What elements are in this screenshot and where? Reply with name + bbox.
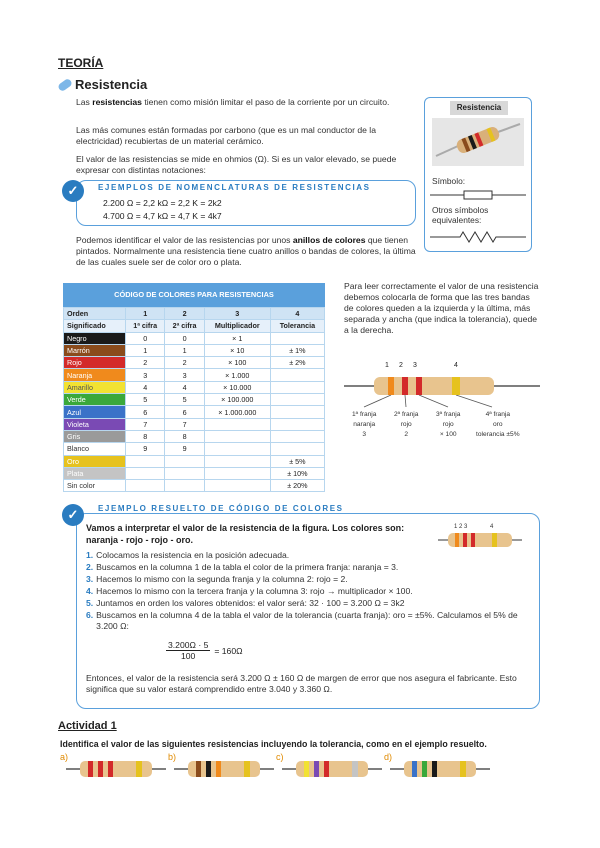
diagram-label-line: × 100 — [439, 431, 457, 438]
section-title — [58, 77, 147, 92]
symbol-label: Símbolo: — [432, 176, 466, 186]
table-cell: 1 — [126, 344, 165, 356]
diagram-label-line: rojo — [442, 421, 454, 428]
table-cell: 7 — [126, 418, 165, 430]
table-cell: × 100 — [204, 357, 270, 369]
table-cell: 3 — [165, 369, 204, 381]
header-cell: Orden — [64, 308, 126, 320]
header-cell: 3 — [204, 308, 270, 320]
table-cell: × 10 — [204, 344, 270, 356]
table-row — [64, 344, 325, 356]
diagram-num: 3 — [413, 362, 417, 369]
sidebar-title: Resistencia — [450, 101, 508, 115]
activity-resistor — [276, 752, 384, 782]
header-cell: 2 — [165, 308, 204, 320]
color-name-cell: Violeta — [64, 418, 126, 430]
svg-text:1 2 3: 1 2 3 — [454, 524, 468, 530]
table-row — [64, 467, 325, 479]
diagram-label-line: rojo — [400, 421, 412, 428]
resistor-symbol-zigzag-icon — [430, 230, 526, 244]
color-name-cell: Marrón — [64, 344, 126, 356]
table-cell — [270, 418, 324, 430]
color-name-cell: Sin color — [64, 480, 126, 492]
table-cell — [270, 394, 324, 406]
color-name-cell: Azul — [64, 406, 126, 418]
table-cell — [270, 332, 324, 344]
color-name-cell: Negro — [64, 332, 126, 344]
step-number: 5. — [86, 598, 94, 608]
resistor-band — [412, 761, 417, 777]
examples-title: EJEMPLOS DE NOMENCLATURAS DE RESISTENCIAS — [98, 183, 371, 192]
fraction-body — [166, 640, 210, 661]
table-cell: 8 — [165, 430, 204, 442]
table-row — [64, 357, 325, 369]
diagram-label-line: 3 — [362, 431, 367, 438]
header-cell: 1 — [126, 308, 165, 320]
diagram-label-line: tolerancia ±5% — [476, 431, 520, 438]
table-cell: ± 1% — [270, 344, 324, 356]
solved-conclusion: Entonces, el valor de la resistencia será 3.200 Ω ± 160 Ω de margen de error que nos asegura el fabricante. Esto significa que su valor estará comprendido entre 3.040 y 3.360 Ω. — [86, 673, 517, 694]
resistor-band — [196, 761, 201, 777]
solved-title: EJEMPLO RESUELTO DE CÓDIGO DE COLORES — [98, 504, 344, 513]
table-cell: ± 2% — [270, 357, 324, 369]
intro-paragraph-3: El valor de las resistencias se mide en ohmios (Ω). Si es un valor elevado, se puede expresar con distintas notaciones: — [76, 154, 397, 175]
step-text: Colocamos la resistencia en la posición adecuada. — [96, 550, 290, 560]
step-text: Buscamos en la columna 1 de la tabla el color de la primera franja: naranja = 3. — [96, 562, 399, 572]
diagram-label — [436, 410, 460, 440]
bands-paragraph — [76, 235, 416, 268]
table-cell — [270, 443, 324, 455]
step-text: Hacemos lo mismo con la segunda franja y la columna 2: rojo = 2. — [96, 574, 348, 584]
solved-step — [86, 574, 532, 585]
table-cell — [270, 381, 324, 393]
table-cell: ± 10% — [270, 467, 324, 479]
read-paragraph: Para leer correctamente el valor de una resistencia debemos colocarla de forma que las tres bandas de colores queden a la izquierda y la última, más separada y ancha (que indica la tolerancia), quede a la derecha. — [344, 281, 539, 335]
table-row — [64, 369, 325, 381]
table-cell: 2 — [126, 357, 165, 369]
table-cell — [126, 480, 165, 492]
table-cell: 5 — [165, 394, 204, 406]
diagram-label — [476, 410, 520, 440]
color-name-cell: Blanco — [64, 443, 126, 455]
activity-resistors — [60, 752, 540, 782]
activity-label: d) — [384, 752, 393, 762]
step-number: 1. — [86, 550, 94, 560]
activity-resistor — [168, 752, 276, 782]
pill-icon — [57, 77, 73, 92]
solved-step — [86, 598, 532, 609]
header-cell: Significado — [64, 320, 126, 332]
step-text: Buscamos en la columna 4 de la tabla el valor de la tolerancia (cuarta franja): oro = ±5%. Calculamos el 5% de 3.200 Ω: — [96, 610, 518, 631]
fraction-result: = 160Ω — [214, 645, 243, 656]
header-cell: 4 — [270, 308, 324, 320]
bands-p-bold: anillos de colores — [292, 235, 366, 245]
activity-label: a) — [60, 752, 69, 762]
diagram-label — [394, 410, 418, 440]
other-symbols-label: Otros símbolos equivalentes: — [432, 205, 489, 225]
step-text: Juntamos en orden los valores obtenidos: el valor será: 32 · 100 = 3.200 Ω = 3k2 — [96, 598, 405, 608]
step-number: 6. — [86, 610, 94, 620]
header-cell: Multiplicador — [204, 320, 270, 332]
table-cell: 6 — [126, 406, 165, 418]
activity-label: c) — [276, 752, 284, 762]
example-line-1: 2.200 Ω = 2,2 kΩ = 2,2 K = 2k2 — [103, 198, 222, 208]
fraction-denominator: 100 — [181, 651, 196, 661]
table-cell: 6 — [165, 406, 204, 418]
resistor-band — [314, 761, 319, 777]
color-name-cell: Verde — [64, 394, 126, 406]
table-row — [64, 443, 325, 455]
resistor-band — [98, 761, 103, 777]
activity-resistor — [384, 752, 492, 782]
resistor-band — [422, 761, 427, 777]
check-icon: ✓ — [62, 504, 84, 526]
table-row — [64, 480, 325, 492]
diagram-label-line: 2ª franja — [394, 411, 419, 418]
resistor-band — [136, 761, 142, 777]
step-number: 3. — [86, 574, 94, 584]
table-cell: 8 — [126, 430, 165, 442]
table-cell — [165, 467, 204, 479]
resistor-band — [216, 761, 221, 777]
resistor-band — [460, 761, 466, 777]
solved-intro: Vamos a interpretar el valor de la resistencia de la figura. Los colores son: naranja - rojo - rojo - oro. — [86, 523, 405, 545]
resistor-band — [324, 761, 329, 777]
color-name-cell: Gris — [64, 430, 126, 442]
table-cell: × 10.000 — [204, 381, 270, 393]
header-cell: 2ª cifra — [165, 320, 204, 332]
table-cell: × 100.000 — [204, 394, 270, 406]
table-cell: × 1 — [204, 332, 270, 344]
table-cell — [204, 480, 270, 492]
diagram-num: 4 — [454, 362, 458, 369]
resistor-band — [352, 761, 358, 777]
diagram-num: 2 — [399, 362, 403, 369]
table-cell: × 1.000 — [204, 369, 270, 381]
solved-step — [86, 610, 532, 632]
table-cell — [204, 418, 270, 430]
table-cell — [270, 369, 324, 381]
diagram-label-line: 3ª franja — [436, 411, 461, 418]
diagram-num: 1 — [385, 362, 389, 369]
activity-text: Identifica el valor de las siguientes resistencias incluyendo la tolerancia, como en el ejemplo resuelto. — [60, 739, 487, 749]
table-cell: 3 — [126, 369, 165, 381]
diagram-label-line: 2 — [404, 431, 409, 438]
table-row — [64, 418, 325, 430]
table-header-row-2 — [64, 320, 325, 332]
table-cell: 5 — [126, 394, 165, 406]
table-cell — [204, 430, 270, 442]
solved-resistor — [438, 520, 522, 550]
solved-step — [86, 586, 532, 597]
example-line-2: 4.700 Ω = 4,7 kΩ = 4,7 K = 4k7 — [103, 211, 222, 221]
page-heading: TEORÍA — [58, 56, 104, 70]
step-number: 4. — [86, 586, 94, 596]
activity-resistor-svg — [66, 758, 166, 780]
table-cell — [270, 406, 324, 418]
table-header-row-1 — [64, 308, 325, 320]
table-cell: 9 — [165, 443, 204, 455]
activity-resistor-svg — [174, 758, 274, 780]
table-row — [64, 381, 325, 393]
diagram-label-line: 4ª franja — [485, 411, 510, 418]
resistor-band — [432, 761, 437, 777]
intro-p1-b: tienen como misión limitar el paso de la corriente por un circuito. — [141, 97, 390, 107]
table-cell — [165, 480, 204, 492]
color-name-cell: Amarillo — [64, 381, 126, 393]
resistor-band — [88, 761, 93, 777]
table-cell — [126, 455, 165, 467]
table-cell: 4 — [126, 381, 165, 393]
table-cell — [204, 467, 270, 479]
resistor-band — [244, 761, 250, 777]
table-row — [64, 406, 325, 418]
table-cell — [204, 455, 270, 467]
bands-p-a: Podemos identificar el valor de las resistencias por unos — [76, 235, 293, 245]
table-title: CÓDIGO DE COLORES PARA RESISTENCIAS — [63, 283, 325, 307]
check-icon: ✓ — [62, 180, 84, 202]
table-row — [64, 332, 325, 344]
activity-resistor — [60, 752, 168, 782]
table-cell — [204, 443, 270, 455]
table-cell: ± 20% — [270, 480, 324, 492]
activity-resistor-svg — [282, 758, 382, 780]
activity-label: b) — [168, 752, 177, 762]
color-name-cell: Naranja — [64, 369, 126, 381]
table-cell: ± 5% — [270, 455, 324, 467]
step-text: Hacemos lo mismo con la tercera franja y la columna 3: rojo → multiplicador × 100. — [96, 586, 413, 596]
resistor-band — [304, 761, 309, 777]
bands-p-b: que tienen pintados. Normalmente una resistencia tiene cuatro anillos o bandas de colores, la última de las cuales suele ser de color oro o plata. — [76, 235, 416, 267]
table-cell: 2 — [165, 357, 204, 369]
solved-steps — [86, 550, 532, 633]
activity-title: Actividad 1 — [58, 720, 117, 732]
table-cell: 1 — [165, 344, 204, 356]
fraction — [166, 640, 243, 661]
table-cell: 4 — [165, 381, 204, 393]
step-number: 2. — [86, 562, 94, 572]
diagram-label-line: oro — [493, 421, 503, 428]
resistor-photo — [432, 118, 524, 166]
activity-resistor-svg — [390, 758, 490, 780]
diagram-label — [352, 410, 376, 440]
table-cell: 9 — [126, 443, 165, 455]
intro-paragraph-1 — [76, 97, 416, 108]
intro-paragraph-2: Las más comunes están formadas por carbono (que es un mal conductor de la electricidad) recubiertas de un material cerámico. — [76, 125, 376, 146]
diagram-leader-lines — [344, 395, 540, 409]
table-cell: 0 — [126, 332, 165, 344]
resistor-band — [206, 761, 211, 777]
color-name-cell: Plata — [64, 467, 126, 479]
table-cell — [165, 455, 204, 467]
resistor-symbol-rect-icon — [430, 188, 526, 202]
fraction-numerator: 3.200Ω · 5 — [168, 640, 209, 650]
intro-p1-a: Las — [76, 97, 93, 107]
solved-step — [86, 550, 532, 561]
color-name-cell: Rojo — [64, 357, 126, 369]
table-cell: × 1.000.000 — [204, 406, 270, 418]
table-row — [64, 455, 325, 467]
header-cell: 1ª cifra — [126, 320, 165, 332]
header-cell: Tolerancia — [270, 320, 324, 332]
svg-text:4: 4 — [490, 524, 494, 530]
table-cell — [270, 430, 324, 442]
color-name-cell: Oro — [64, 455, 126, 467]
resistor-band — [108, 761, 113, 777]
intro-p1-bold: resistencias — [92, 97, 142, 107]
section-title-text: Resistencia — [75, 77, 148, 92]
table-cell: 0 — [165, 332, 204, 344]
solved-step — [86, 562, 532, 573]
table-row — [64, 394, 325, 406]
diagram-label-line: 1ª franja — [352, 411, 377, 418]
diagram-label-line: naranja — [353, 421, 376, 428]
table-cell — [126, 467, 165, 479]
color-code-table — [63, 307, 325, 492]
diagram-labels — [344, 410, 540, 442]
table-cell: 7 — [165, 418, 204, 430]
table-row — [64, 430, 325, 442]
